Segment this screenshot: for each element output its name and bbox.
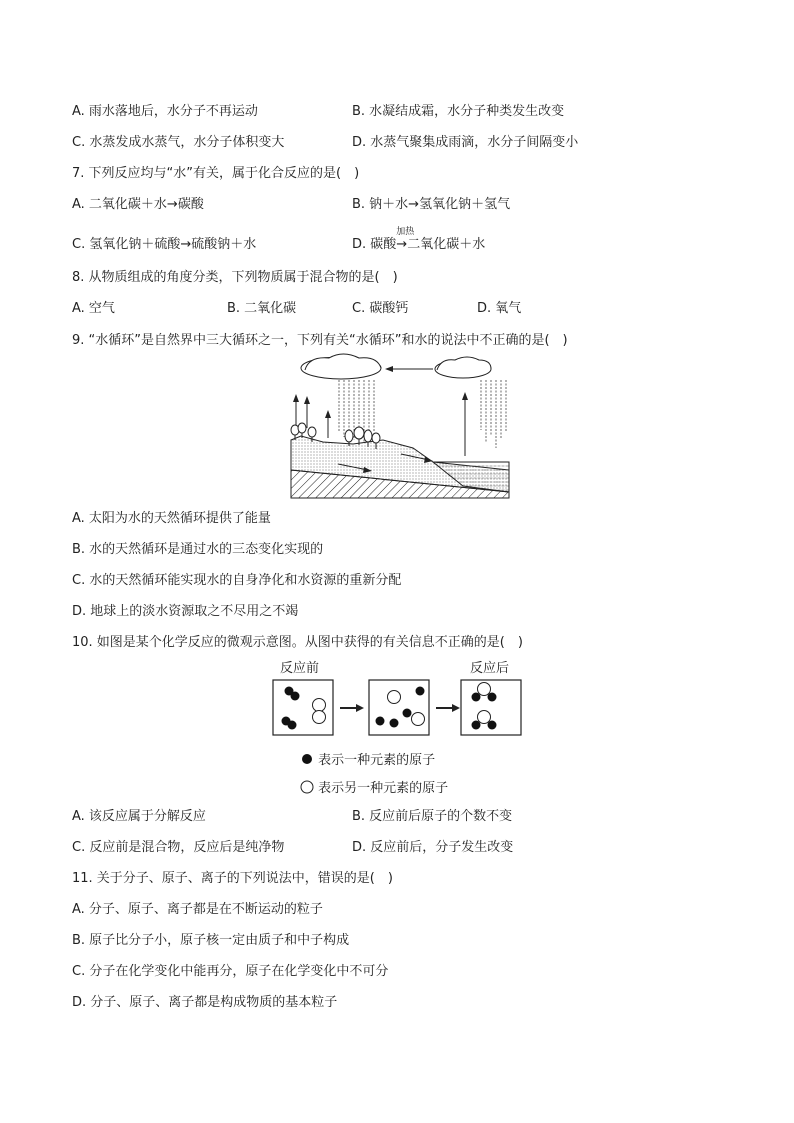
- q6-option-a: A. 雨水落地后，水分子不再运动: [72, 104, 258, 119]
- q11-option-a: A. 分子、原子、离子都是在不断运动的粒子: [72, 902, 323, 917]
- q6-option-c: C. 水蒸发成水蒸气，水分子体积变大: [72, 135, 285, 150]
- label-after-reaction: 反应后: [470, 661, 510, 676]
- q11-option-d: D. 分子、原子、离子都是构成物质的基本粒子: [72, 995, 338, 1010]
- q9-option-c: C. 水的天然循环能实现水的自身净化和水资源的重新分配: [72, 573, 402, 588]
- q7-option-b: B. 钠＋水→氢氧化钠＋氢气: [352, 197, 511, 212]
- cloud-right: [435, 357, 491, 378]
- q11-stem: 11. 关于分子、原子、离子的下列说法中，错误的是( ): [72, 871, 393, 886]
- q8-option-a: A. 空气: [72, 301, 115, 316]
- legend-black-label: 表示一种元素的原子: [318, 753, 436, 768]
- q7-option-d-prefix: D. 碳酸: [352, 237, 397, 252]
- q9-option-d: D. 地球上的淡水资源取之不尽用之不竭: [72, 604, 299, 619]
- reaction-condition: [396, 227, 415, 253]
- q8-option-b: B. 二氧化碳: [227, 301, 297, 316]
- q10-option-a: A. 该反应属于分解反应: [72, 809, 206, 824]
- q6-option-b: B. 水凝结成霜，水分子种类发生改变: [352, 104, 565, 119]
- micro-reaction-diagram: [272, 679, 524, 737]
- white-atom-icon: [300, 780, 314, 794]
- rain-right: [481, 380, 506, 448]
- q7-option-c: C. 氢氧化钠＋硫酸→硫酸钠＋水: [72, 237, 257, 252]
- arrow-right-icon: [356, 704, 364, 712]
- q9-option-b: B. 水的天然循环是通过水的三态变化实现的: [72, 542, 324, 557]
- black-atom-icon: [300, 752, 314, 766]
- legend-black-atom: [300, 752, 435, 769]
- q7-stem: 7. 下列反应均与“水”有关，属于化合反应的是( ): [72, 166, 360, 181]
- legend-white-atom: [300, 780, 448, 797]
- cloud-left: [301, 354, 381, 379]
- q10-option-c: C. 反应前是混合物，反应后是纯净物: [72, 840, 285, 855]
- reaction-arrow: →: [396, 237, 408, 252]
- q10-option-d: D. 反应前后，分子发生改变: [352, 840, 514, 855]
- q7-option-a: A. 二氧化碳＋水→碳酸: [72, 197, 204, 212]
- q9-option-a: A. 太阳为水的天然循环提供了能量: [72, 511, 271, 526]
- heating-condition-label: 加热: [396, 227, 415, 237]
- q9-stem: 9. “水循环”是自然界中三大循环之一，下列有关“水循环”和水的说法中不正确的是( ): [72, 333, 568, 348]
- q8-option-c: C. 碳酸钙: [352, 301, 409, 316]
- arrow-right-icon: [452, 704, 460, 712]
- legend-white-label: 表示另一种元素的原子: [318, 781, 449, 796]
- water-cycle-diagram: [283, 352, 513, 502]
- q6-option-d: D. 水蒸气聚集成雨滴，水分子间隔变小: [352, 135, 579, 150]
- q8-option-d: D. 氧气: [477, 301, 522, 316]
- q11-option-c: C. 分子在化学变化中能再分，原子在化学变化中不可分: [72, 964, 389, 979]
- label-before-reaction: 反应前: [280, 661, 320, 676]
- q7-option-d: [352, 227, 486, 253]
- q11-option-b: B. 原子比分子小，原子核一定由质子和中子构成: [72, 933, 350, 948]
- q8-stem: 8. 从物质组成的角度分类，下列物质属于混合物的是( ): [72, 270, 398, 285]
- q7-option-d-suffix: 二氧化碳＋水: [407, 237, 486, 252]
- q10-option-b: B. 反应前后原子的个数不变: [352, 809, 513, 824]
- q10-stem: 10. 如图是某个化学反应的微观示意图。从图中获得的有关信息不正确的是( ): [72, 635, 523, 650]
